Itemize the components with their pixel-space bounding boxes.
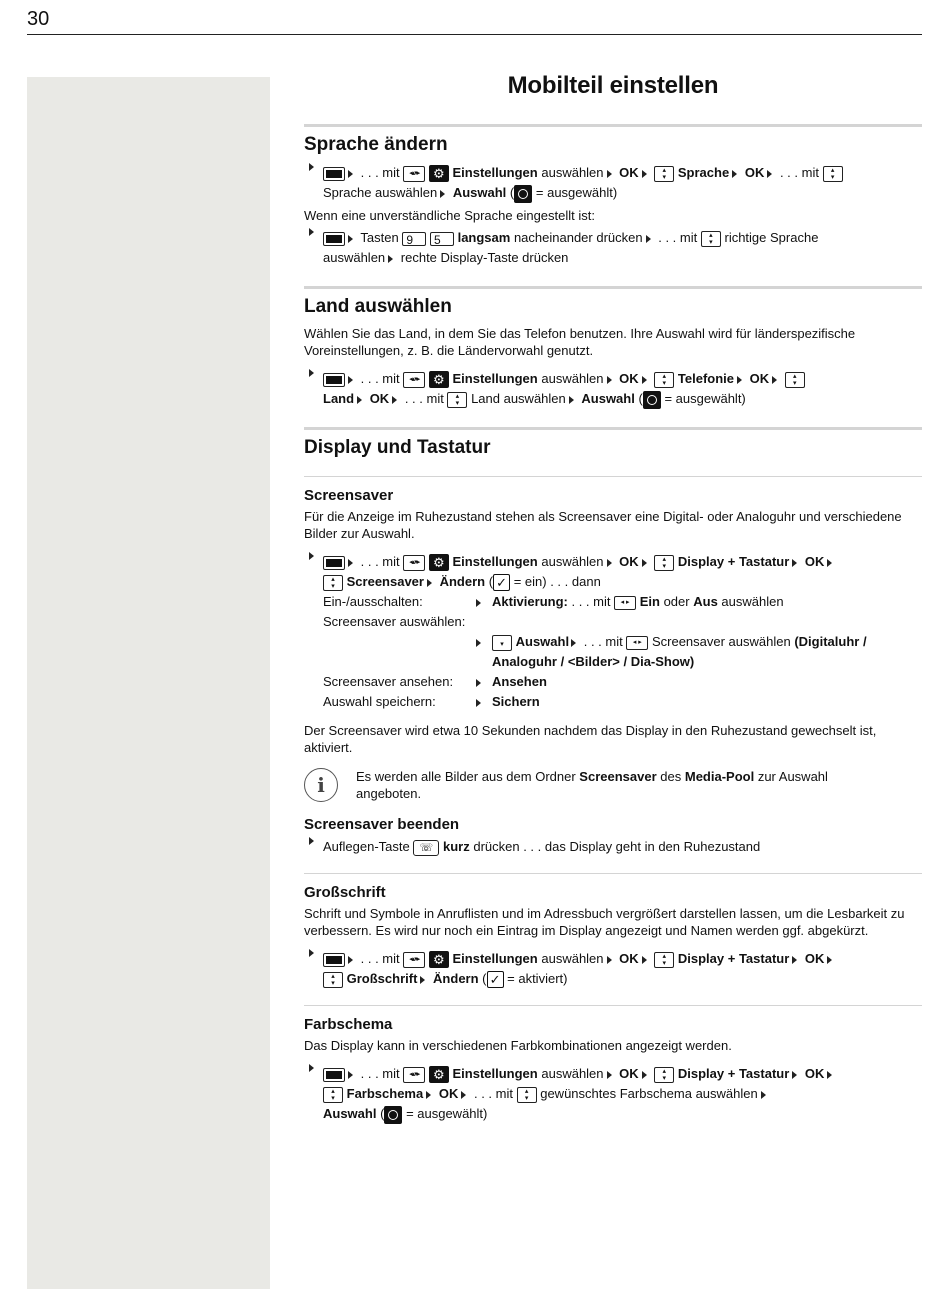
page-title: Mobilteil einstellen — [507, 72, 719, 99]
header-rule — [27, 34, 922, 35]
key-9: 9 — [402, 232, 426, 246]
arrow-icon — [642, 559, 647, 567]
arrow-icon — [348, 376, 353, 384]
gear-icon: ⚙ — [429, 165, 449, 182]
up-down-key-icon — [323, 1087, 343, 1103]
step-arrow-icon — [309, 552, 314, 560]
control-key-icon — [403, 555, 425, 571]
down-key-icon — [492, 635, 512, 651]
control-key-icon — [403, 952, 425, 968]
arrow-icon — [767, 170, 772, 178]
info-box: i Es werden alle Bilder aus dem Ordner Screensaver des Media-Pool zur Auswahl angeboten. — [304, 768, 922, 806]
arrow-icon — [792, 956, 797, 964]
arrow-icon — [348, 170, 353, 178]
paragraph: Der Screensaver wird etwa 10 Sekunden nachdem das Display in den Ruhezustand gewechselt ist, aktiviert. — [304, 723, 877, 755]
arrow-icon — [388, 255, 393, 263]
arrow-icon — [571, 639, 576, 647]
menu-key-icon — [323, 167, 345, 181]
arrow-icon — [827, 1071, 832, 1079]
left-right-key-icon — [614, 596, 636, 610]
arrow-icon — [440, 190, 445, 198]
arrow-icon — [792, 559, 797, 567]
step-arrow-icon — [309, 1064, 314, 1072]
menu-key-icon — [323, 556, 345, 570]
section-heading-display: Display und Tastatur — [304, 437, 491, 458]
step-arrow-icon — [309, 369, 314, 377]
menu-key-icon — [323, 232, 345, 246]
arrow-icon — [642, 376, 647, 384]
arrow-icon — [426, 1091, 431, 1099]
up-down-key-icon — [447, 392, 467, 408]
subsection-divider — [304, 1005, 922, 1006]
arrow-icon — [420, 976, 425, 984]
arrow-icon — [569, 396, 574, 404]
up-down-key-icon — [323, 972, 343, 988]
arrow-icon — [737, 376, 742, 384]
select-key-icon — [514, 185, 532, 203]
arrow-icon — [792, 1071, 797, 1079]
select-key-icon — [643, 391, 661, 409]
subsection-heading-grossschrift: Großschrift — [304, 884, 386, 901]
paragraph: Für die Anzeige im Ruhezustand stehen als Screensaver eine Digital- oder Analoguhr und verschiedene Bilder zur Auswahl. — [304, 509, 902, 541]
instruction-step: . . . mit ◂▴▾▸ ⚙ Einstellungen auswählen OK ▴ ▾ Display + Tastatur OK ▴ ▾ Farbschema OK . . . mit ▴ ▾ gewünschtes Farbschema auswählen Auswahl ( = ausgewählt) — [304, 1064, 922, 1124]
page-number: 30 — [27, 8, 50, 30]
paragraph: Wenn eine unverständliche Sprache eingestellt ist: — [304, 208, 595, 223]
checkbox-icon: ✓ — [487, 971, 504, 988]
gear-icon: ⚙ — [429, 554, 449, 571]
menu-key-icon — [323, 953, 345, 967]
section-heading-sprache: Sprache ändern — [304, 134, 448, 155]
subsection-heading-screensaver: Screensaver — [304, 487, 394, 504]
left-right-key-icon — [626, 636, 648, 650]
arrow-icon — [772, 376, 777, 384]
menu-key-icon — [323, 373, 345, 387]
sidebar-panel — [27, 77, 270, 1289]
arrow-icon — [732, 170, 737, 178]
up-down-key-icon — [654, 372, 674, 388]
arrow-icon — [607, 559, 612, 567]
arrow-icon — [642, 1071, 647, 1079]
up-down-key-icon — [823, 166, 843, 182]
arrow-icon — [642, 170, 647, 178]
end-call-key-icon: ☏ — [413, 840, 439, 856]
control-key-icon — [403, 372, 425, 388]
arrow-icon — [607, 1071, 612, 1079]
instruction-step: . . . mit ◂▴▾▸ ⚙ Einstellungen auswählen OK ▴ ▾ Display + Tastatur OK ▴ ▾ Screensaver Ändern ( ✓ = ein) . . . dann — [304, 552, 922, 592]
step-arrow-icon — [309, 163, 314, 171]
control-key-icon — [403, 166, 425, 182]
options-table: Ein-/ausschalten: Aktivierung: . . . mit ◂ ▸ Ein oder Aus auswählen Screensaver auswählen: ▾ Auswahl . . . mit ◂ ▸ Screensaver auswählen (Digitaluhr / Analoguhr / <Bilder> / Dia-Show) Screensaver ansehen: Ansehen Auswahl speichern: Sichern — [323, 592, 922, 712]
section-heading-land: Land auswählen — [304, 296, 452, 317]
section-divider — [304, 427, 922, 430]
arrow-icon — [476, 699, 481, 707]
info-icon: i — [304, 768, 338, 802]
arrow-icon — [827, 956, 832, 964]
paragraph: Schrift und Symbole in Anruflisten und im Adressbuch vergrößert darstellen lassen, um die Lesbarkeit zu verbessern. Es wird nur noch ein Eintrag im Display angezeigt und Namen werden ggf. abgekürzt. — [304, 906, 905, 938]
key-5: 5 — [430, 232, 454, 246]
arrow-icon — [827, 559, 832, 567]
up-down-key-icon — [785, 372, 805, 388]
gear-icon: ⚙ — [429, 371, 449, 388]
up-down-key-icon — [701, 231, 721, 247]
paragraph: Wählen Sie das Land, in dem Sie das Telefon benutzen. Ihre Auswahl wird für länderspezifische Voreinstellungen, z. B. die Ländervorwahl genutzt. — [304, 326, 856, 358]
control-key-icon — [403, 1067, 425, 1083]
menu-key-icon — [323, 1068, 345, 1082]
subsection-divider — [304, 873, 922, 874]
subsection-heading-farbschema: Farbschema — [304, 1016, 393, 1033]
arrow-icon — [607, 376, 612, 384]
step-arrow-icon — [309, 949, 314, 957]
arrow-icon — [646, 235, 651, 243]
arrow-icon — [348, 235, 353, 243]
arrow-icon — [348, 559, 353, 567]
arrow-icon — [427, 579, 432, 587]
up-down-key-icon — [654, 166, 674, 182]
paragraph: Das Display kann in verschiedenen Farbkombinationen angezeigt werden. — [304, 1038, 732, 1053]
up-down-key-icon — [654, 1067, 674, 1083]
subsection-heading-beenden: Screensaver beenden — [304, 816, 460, 833]
up-down-key-icon — [323, 575, 343, 591]
step-arrow-icon — [309, 837, 314, 845]
arrow-icon — [348, 1071, 353, 1079]
gear-icon: ⚙ — [429, 1066, 449, 1083]
select-key-icon — [384, 1106, 402, 1124]
arrow-icon — [476, 679, 481, 687]
arrow-icon — [761, 1091, 766, 1099]
instruction-step: Tasten 9 5 langsam nacheinander drücken . . . mit ▴ ▾ richtige Sprache auswählen rechte Display-Taste drücken — [304, 228, 922, 268]
arrow-icon — [461, 1091, 466, 1099]
up-down-key-icon — [654, 555, 674, 571]
checkbox-icon: ✓ — [493, 574, 510, 591]
arrow-icon — [348, 956, 353, 964]
arrow-icon — [392, 396, 397, 404]
instruction-step: . . . mit ◂▴▾▸ ⚙ Einstellungen auswählen OK ▴ ▾ Display + Tastatur OK ▴ ▾ Großschrift Ändern ( ✓ = aktiviert) — [304, 949, 922, 989]
instruction-step: . . . mit ◂▴▾▸ ⚙ Einstellungen auswählen OK ▴ ▾ Sprache OK . . . mit ▴ ▾ Sprache auswählen Auswahl ( = ausgewählt) — [304, 163, 922, 203]
section-divider — [304, 286, 922, 289]
instruction-step: . . . mit ◂▴▾▸ ⚙ Einstellungen auswählen OK ▴ ▾ Telefonie OK ▴ ▾ Land OK . . . mit ▴ ▾ Land auswählen Auswahl ( = ausgewählt) — [304, 369, 922, 409]
gear-icon: ⚙ — [429, 951, 449, 968]
subsection-divider — [304, 476, 922, 477]
arrow-icon — [476, 639, 481, 647]
arrow-icon — [642, 956, 647, 964]
section-divider — [304, 124, 922, 127]
step-arrow-icon — [309, 228, 314, 236]
up-down-key-icon — [654, 952, 674, 968]
arrow-icon — [476, 599, 481, 607]
arrow-icon — [607, 956, 612, 964]
arrow-icon — [357, 396, 362, 404]
main-content — [304, 70, 922, 1128]
arrow-icon — [607, 170, 612, 178]
instruction-step: Auflegen-Taste ☏ kurz drücken . . . das Display geht in den Ruhezustand — [304, 837, 922, 857]
up-down-key-icon — [517, 1087, 537, 1103]
